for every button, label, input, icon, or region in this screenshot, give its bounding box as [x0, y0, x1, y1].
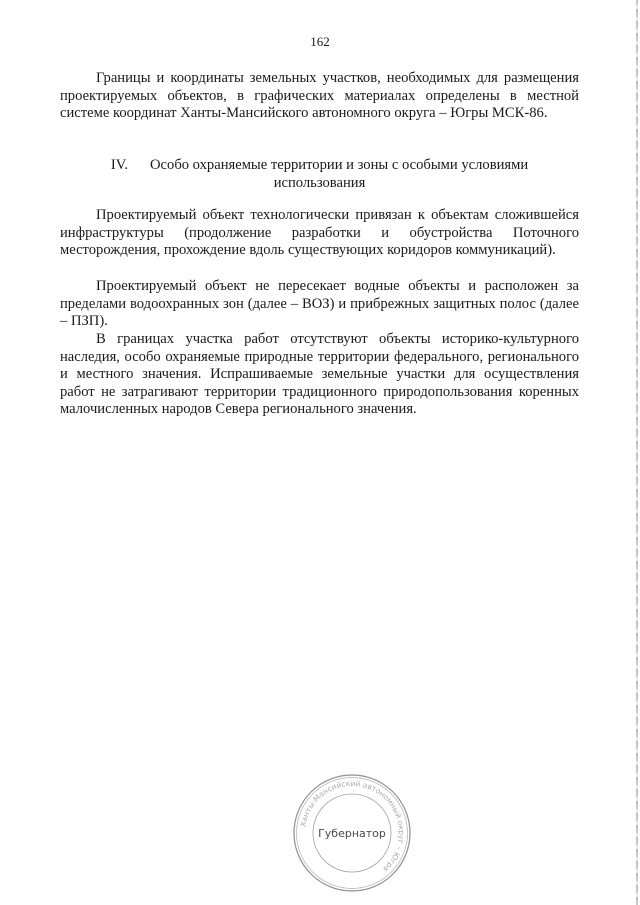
section-number: IV.	[110, 157, 128, 173]
scan-edge	[636, 0, 638, 905]
paragraph-coordinates: Границы и координаты земельных участков, необходимых для размещения проектируемых объектов, в графических материалах определены в местной системе координат Ханты-Мансийского автономного округа – Югры МСК-86.	[60, 70, 579, 122]
stamp-ring-text: Ханты-Мансийский автономный округ – Югра	[298, 778, 407, 874]
paragraph-infrastructure: Проектируемый объект технологически привязан к объектам сложившейся инфраструктуры (продолжение разработки и обустройства Поточного месторождения, прохождение вдоль существующих коридоров коммуникаций).	[60, 207, 579, 259]
paragraph-protected-areas: В границах участка работ отсутствуют объекты историко-культурного наследия, особо охраняемые природные территории федерального, регионального и местного значения. Испрашиваемые земельные участки для осуществления работ не затрагивают территории традиционного природопользования коренных малочисленных народов Севера регионального значения.	[60, 331, 579, 418]
section-heading	[60, 156, 579, 192]
section-title-line2: использования	[273, 175, 366, 191]
paragraph-water-zones: Проектируемый объект не пересекает водные объекты и расположен за пределами водоохранных зон (далее – ВОЗ) и прибрежных защитных полос (далее – ПЗП).	[60, 278, 579, 330]
official-stamp	[290, 771, 414, 895]
section-title-line1: Особо охраняемые территории и зоны с особыми условиями	[150, 157, 529, 173]
stamp-center-text: Губернатор	[318, 827, 386, 840]
page-number: 162	[310, 34, 330, 49]
